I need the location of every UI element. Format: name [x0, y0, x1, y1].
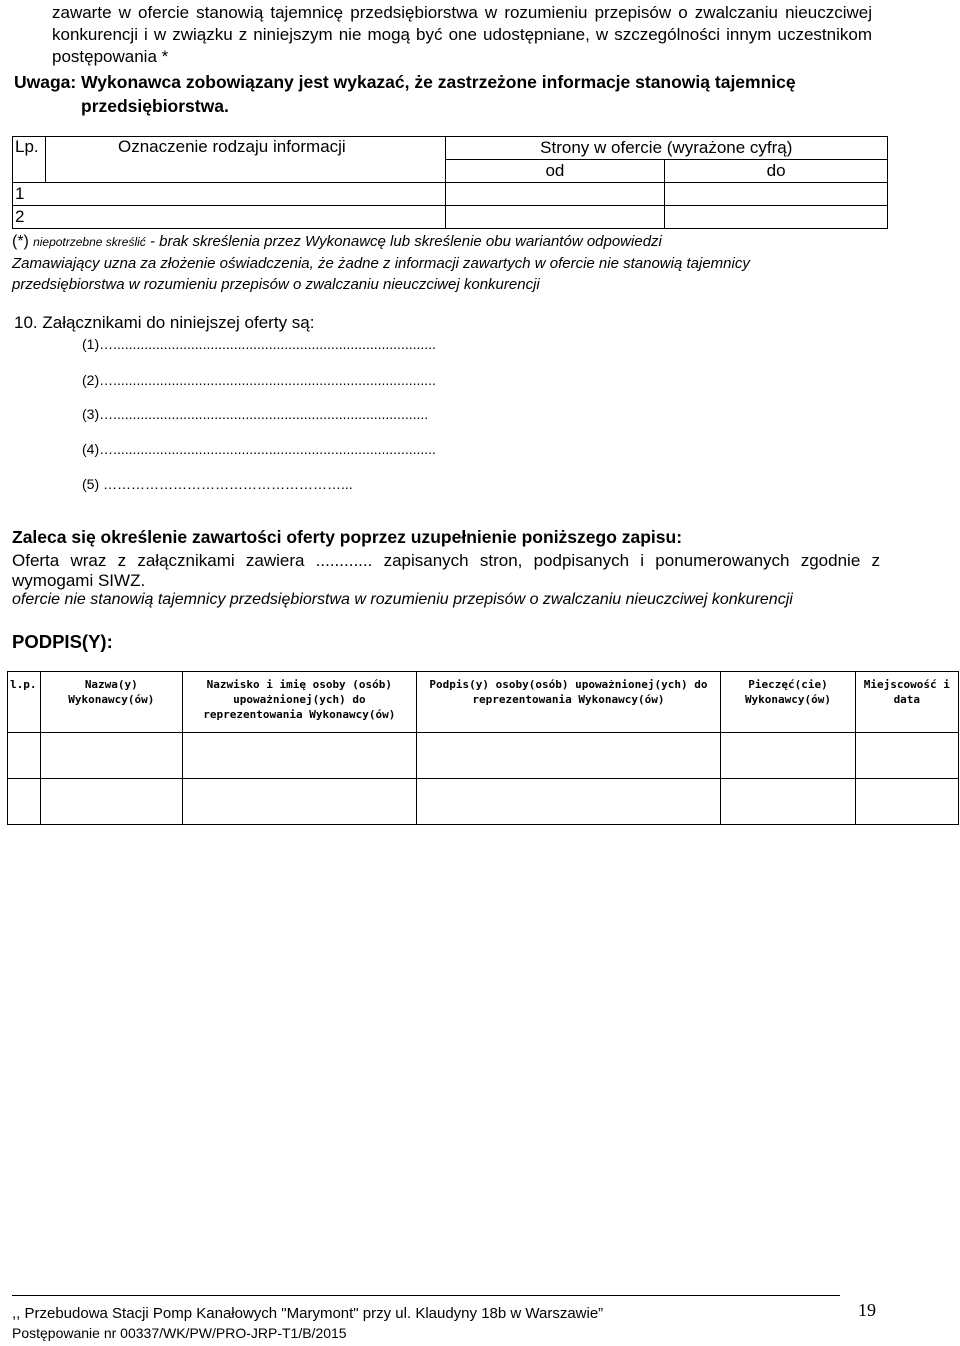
cell-person[interactable] — [183, 733, 416, 779]
attachments-heading: 10. Załącznikami do niniejszej oferty są: — [14, 313, 315, 332]
attachment-item-1[interactable]: (1)…................................................................................... — [82, 336, 436, 352]
col-stamp: Pieczęć(cie) Wykonawcy(ów) — [721, 672, 855, 733]
signature-heading: PODPIS(Y): — [12, 631, 113, 652]
footnote-strike-hint: niepotrzebne skreślić — [33, 235, 146, 249]
warning-line-2: przedsiębiorstwa. — [81, 96, 229, 116]
col-contractor-name: Nazwa(y) Wykonawcy(ów) — [40, 672, 183, 733]
table-row — [8, 733, 959, 779]
cell-date[interactable] — [855, 733, 958, 779]
cell-person[interactable] — [183, 779, 416, 825]
col-to-header: do — [665, 160, 888, 183]
table-row — [8, 779, 959, 825]
cell-date[interactable] — [855, 779, 958, 825]
col-lp: l.p. — [8, 672, 41, 733]
col-authorized-person: Nazwisko i imię osoby (osób) upoważnionej(ych) do reprezentowania Wykonawcy(ów) — [183, 672, 416, 733]
to-page-cell[interactable] — [665, 206, 888, 229]
attachment-item-3[interactable]: (3)…................................................................................. — [82, 406, 429, 422]
cell-lp[interactable] — [8, 733, 41, 779]
cell-stamp[interactable] — [721, 779, 855, 825]
footnote-line-3: przedsiębiorstwa w rozumieniu przepisów o zwalczaniu nieuczciwej konkurencji — [12, 276, 540, 293]
confidential-info-table — [12, 136, 888, 229]
info-type-cell[interactable] — [45, 183, 445, 206]
info-type-cell[interactable] — [45, 206, 445, 229]
footnote-line-2: Zamawiający uzna za złożenie oświadczenia, że żadne z informacji zawartych w ofercie nie stanowią tajemnicy — [12, 255, 750, 272]
footer-divider — [12, 1295, 840, 1296]
col-place-date: Miejscowość i data — [855, 672, 958, 733]
col-info-type-header: Oznaczenie rodzaju informacji — [45, 137, 445, 183]
page-number: 19 — [858, 1300, 876, 1320]
row-number: 2 — [13, 206, 46, 229]
confidentiality-line: ofercie nie stanowią tajemnicy przedsiębiorstwa w rozumieniu przepisów o zwalczaniu nieuczciwej konkurencji — [12, 591, 793, 608]
footnote-block — [12, 231, 912, 295]
footnote-rest: - brak skreślenia przez Wykonawcę lub skreślenie obu wariantów odpowiedzi — [145, 233, 662, 250]
from-page-cell[interactable] — [445, 183, 665, 206]
signature-table — [7, 671, 959, 825]
col-pages-header: Strony w ofercie (wyrażone cyfrą) — [445, 137, 887, 160]
from-page-cell[interactable] — [445, 206, 665, 229]
row-number: 1 — [13, 183, 46, 206]
footer-procedure-ref: Postępowanie nr 00337/WK/PW/PRO-JRP-T1/B/2015 — [12, 1325, 347, 1341]
cell-name[interactable] — [40, 733, 183, 779]
attachment-item-2[interactable]: (2)…................................................................................... — [82, 372, 436, 388]
table-row — [13, 183, 888, 206]
recommendation-heading: Zaleca się określenie zawartości oferty poprzez uzupełnienie poniższego zapisu: — [12, 527, 683, 547]
footer-project-title: ,, Przebudowa Stacji Pomp Kanałowych "Marymont" przy ul. Klaudyny 18b w Warszawie” — [12, 1305, 604, 1322]
cell-name[interactable] — [40, 779, 183, 825]
cell-signature[interactable] — [416, 779, 721, 825]
attachment-item-5[interactable]: (5) ……………………………………………... — [82, 476, 353, 492]
warning-note — [14, 70, 894, 118]
cell-stamp[interactable] — [721, 733, 855, 779]
intro-paragraph: zawarte w ofercie stanowią tajemnicę przedsiębiorstwa w rozumieniu przepisów o zwalczaniu nieuczciwej konkurencji i w związku z niniejszym nie mogą być one udostępniane, w szczególności innym uczestnikom postępowania * — [52, 3, 872, 66]
cell-signature[interactable] — [416, 733, 721, 779]
footnote-asterisk: (*) — [12, 233, 29, 250]
col-signature: Podpis(y) osoby(osób) upoważnionej(ych) do reprezentowania Wykonawcy(ów) — [416, 672, 721, 733]
to-page-cell[interactable] — [665, 183, 888, 206]
warning-line-1: Uwaga: Wykonawca zobowiązany jest wykazać, że zastrzeżone informacje stanowią tajemnicę — [14, 72, 796, 92]
cell-lp[interactable] — [8, 779, 41, 825]
attachment-item-4[interactable]: (4)…................................................................................... — [82, 441, 436, 457]
table-row — [13, 206, 888, 229]
offer-pages-statement: Oferta wraz z załącznikami zawiera ............ zapisanych stron, podpisanych i ponumerowanych zgodnie z wymogami SIWZ. — [12, 551, 880, 590]
col-lp-header: Lp. — [13, 137, 46, 183]
col-from-header: od — [445, 160, 665, 183]
